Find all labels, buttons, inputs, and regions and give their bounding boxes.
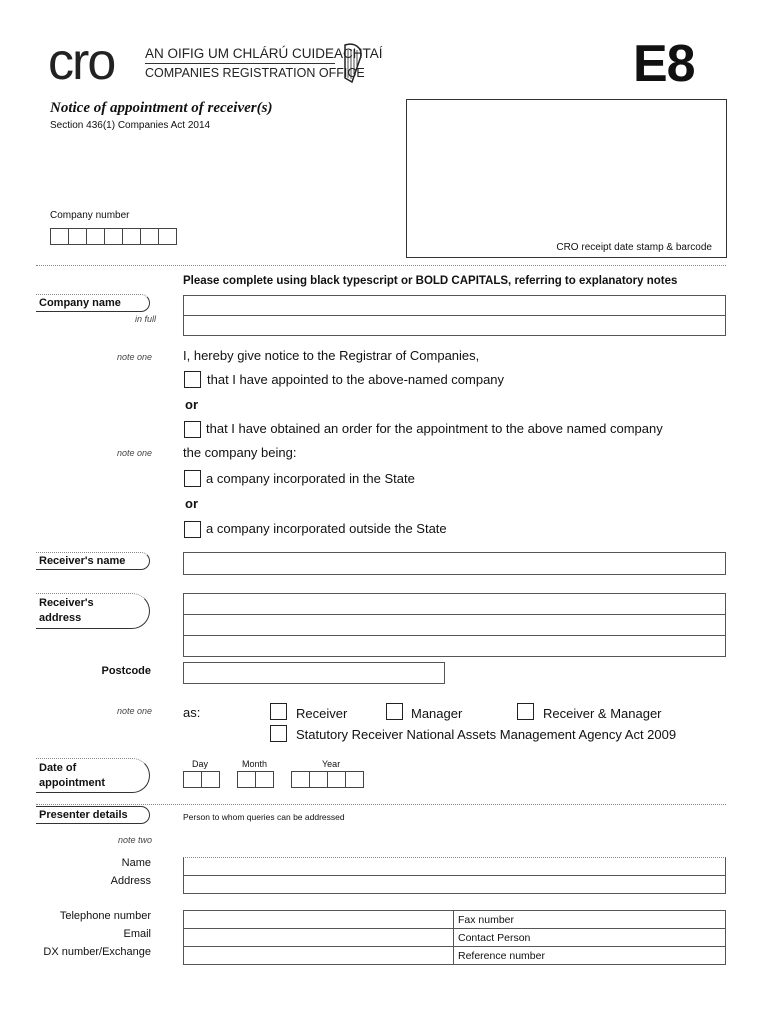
statutory-receiver-checkbox[interactable]: [270, 725, 287, 742]
receipt-stamp-label: CRO receipt date stamp & barcode: [556, 242, 712, 253]
instructions: Please complete using black typescript or BOLD CAPITALS, referring to explanatory notes: [183, 275, 678, 287]
as-label: as:: [183, 705, 201, 720]
incorporated-state-label: a company incorporated in the State: [206, 471, 415, 486]
receiver-address-label: [36, 593, 150, 629]
month-label: Month: [242, 759, 268, 769]
english-office-name: COMPANIES REGISTRATION OFFICE: [145, 66, 365, 80]
company-number-label: Company number: [50, 210, 130, 221]
section-divider: [36, 265, 726, 266]
year-field[interactable]: [291, 771, 363, 788]
presenter-address-input[interactable]: [183, 875, 726, 894]
cro-logo: cro: [48, 33, 115, 91]
header-divider: [145, 63, 335, 64]
receiver-address-input-3[interactable]: [183, 635, 726, 657]
receiver-address-label-line-2: address: [39, 612, 82, 624]
company-being-label: the company being:: [183, 445, 297, 460]
harp-icon: [340, 42, 366, 84]
month-field[interactable]: [237, 771, 273, 788]
receiver-name-input[interactable]: [183, 552, 726, 575]
receiver-manager-option-label: Receiver & Manager: [543, 706, 662, 721]
note-one-label-2: note one: [116, 448, 152, 458]
statutory-receiver-label: Statutory Receiver National Assets Management Agency Act 2009: [296, 727, 677, 742]
date-label-line-2: appointment: [39, 777, 105, 789]
receipt-stamp-box: [406, 99, 727, 258]
presenter-name-input[interactable]: [183, 857, 726, 876]
presenter-address-label: Address: [110, 875, 151, 887]
fax-label: Fax number: [458, 914, 515, 926]
note-one-label: note one: [116, 352, 152, 362]
reference-label: Reference number: [458, 950, 545, 962]
form-code: E8: [633, 35, 695, 93]
contact-person-label: Contact Person: [458, 932, 531, 944]
year-label: Year: [322, 759, 341, 769]
receiver-checkbox[interactable]: [270, 703, 287, 720]
day-field[interactable]: [183, 771, 219, 788]
manager-option-label: Manager: [411, 706, 463, 721]
incorporated-state-checkbox[interactable]: [184, 470, 201, 487]
telephone-input[interactable]: [183, 910, 454, 929]
or-label-1: or: [185, 397, 198, 412]
incorporated-outside-checkbox[interactable]: [184, 521, 201, 538]
postcode-input[interactable]: [183, 662, 445, 684]
email-input[interactable]: [183, 928, 454, 947]
date-label-line-1: Date of: [39, 762, 77, 774]
company-name-label: Company name: [36, 294, 150, 312]
presenter-details-label: Presenter details: [36, 806, 150, 824]
form-title: Notice of appointment of receiver(s): [50, 100, 273, 116]
note-one-label-3: note one: [116, 706, 152, 716]
order-obtained-checkbox[interactable]: [184, 421, 201, 438]
appointed-checkbox[interactable]: [184, 371, 201, 388]
receiver-option-label: Receiver: [296, 706, 348, 721]
receiver-address-input-2[interactable]: [183, 614, 726, 636]
presenter-divider: [36, 804, 726, 805]
postcode-label: Postcode: [101, 665, 151, 677]
order-obtained-label: that I have obtained an order for the appointment to the above named company: [206, 421, 663, 436]
presenter-note: Person to whom queries can be addressed: [183, 812, 345, 822]
company-name-sub: in full: [134, 314, 156, 324]
manager-checkbox[interactable]: [386, 703, 403, 720]
form-subtitle: Section 436(1) Companies Act 2014: [50, 120, 211, 131]
company-name-input-1[interactable]: [183, 295, 726, 316]
receiver-manager-checkbox[interactable]: [517, 703, 534, 720]
receiver-address-label-line-1: Receiver's: [39, 597, 94, 609]
dx-input[interactable]: [183, 946, 454, 965]
or-label-2: or: [185, 496, 198, 511]
receiver-address-input-1[interactable]: [183, 593, 726, 615]
appointed-label: that I have appointed to the above-named company: [207, 372, 505, 387]
company-number-field[interactable]: [50, 228, 176, 245]
receiver-name-label: Receiver's name: [36, 552, 150, 570]
telephone-label: Telephone number: [59, 910, 151, 922]
notice-intro: I, hereby give notice to the Registrar of Companies,: [183, 348, 480, 363]
dx-label: DX number/Exchange: [43, 946, 151, 958]
note-two-label: note two: [117, 835, 152, 845]
email-label: Email: [123, 928, 151, 940]
company-name-input-2[interactable]: [183, 315, 726, 336]
incorporated-outside-label: a company incorporated outside the State: [206, 521, 447, 536]
irish-office-name: AN OIFIG UM CHLÁRÚ CUIDEACHTAÍ: [145, 46, 383, 61]
day-label: Day: [192, 759, 209, 769]
date-of-appointment-label: [36, 758, 150, 793]
presenter-name-label: Name: [121, 857, 151, 869]
